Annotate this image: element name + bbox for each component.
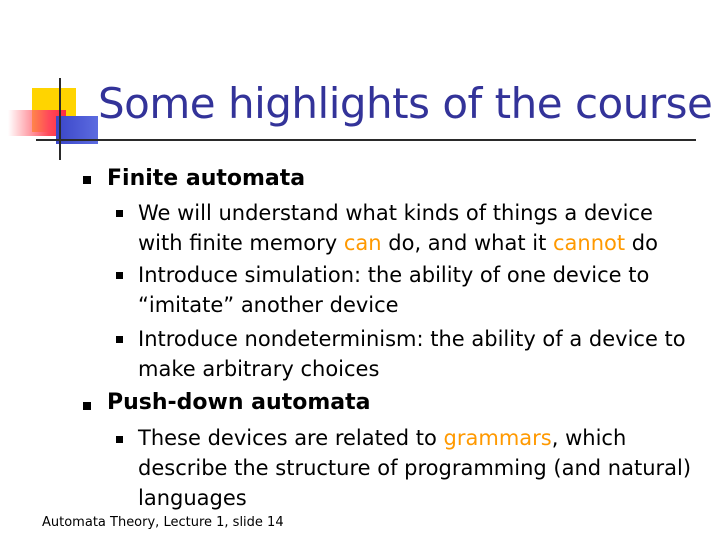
- text-line: describe the structure of programming (and natural): [138, 456, 692, 480]
- text-span: with finite memory: [138, 231, 344, 255]
- text-line: [138, 228, 658, 258]
- text-span: , which: [551, 426, 627, 450]
- subbullet-nondeterminism: [138, 324, 686, 384]
- square-bullet-icon: [116, 436, 123, 443]
- highlight-cannot: cannot: [553, 231, 626, 255]
- highlight-can: can: [343, 231, 382, 255]
- highlight-grammars: grammars: [443, 426, 552, 450]
- text-line: “imitate” another device: [138, 293, 399, 317]
- square-bullet-icon: [83, 402, 91, 410]
- subbullet-simulation: [138, 260, 649, 320]
- slide-title: Some highlights of the course: [98, 79, 713, 128]
- square-bullet-icon: [116, 336, 123, 343]
- text-line: make arbitrary choices: [138, 357, 380, 381]
- text-span: do, and what it: [381, 231, 553, 255]
- square-bullet-icon: [116, 272, 123, 279]
- square-bullet-icon: [116, 210, 123, 217]
- text-line: [138, 423, 691, 453]
- bullet-push-down-automata: Push-down automata: [107, 390, 371, 415]
- text-line: languages: [138, 486, 247, 510]
- text-line: We will understand what kinds of things a device: [138, 201, 653, 225]
- text-span: These devices are related to: [138, 426, 444, 450]
- subbullet-finite-memory: [138, 198, 658, 258]
- slide-footer: Automata Theory, Lecture 1, slide 14: [42, 515, 284, 530]
- text-line: Introduce nondeterminism: the ability of a device to: [138, 327, 686, 351]
- title-decoration-vertical-line: [59, 78, 61, 160]
- text-line: Introduce simulation: the ability of one device to: [138, 263, 650, 287]
- subbullet-grammars: [138, 423, 691, 513]
- text-span: do: [625, 231, 658, 255]
- square-bullet-icon: [83, 176, 91, 184]
- bullet-finite-automata: Finite automata: [107, 166, 306, 191]
- title-underline: [36, 139, 696, 141]
